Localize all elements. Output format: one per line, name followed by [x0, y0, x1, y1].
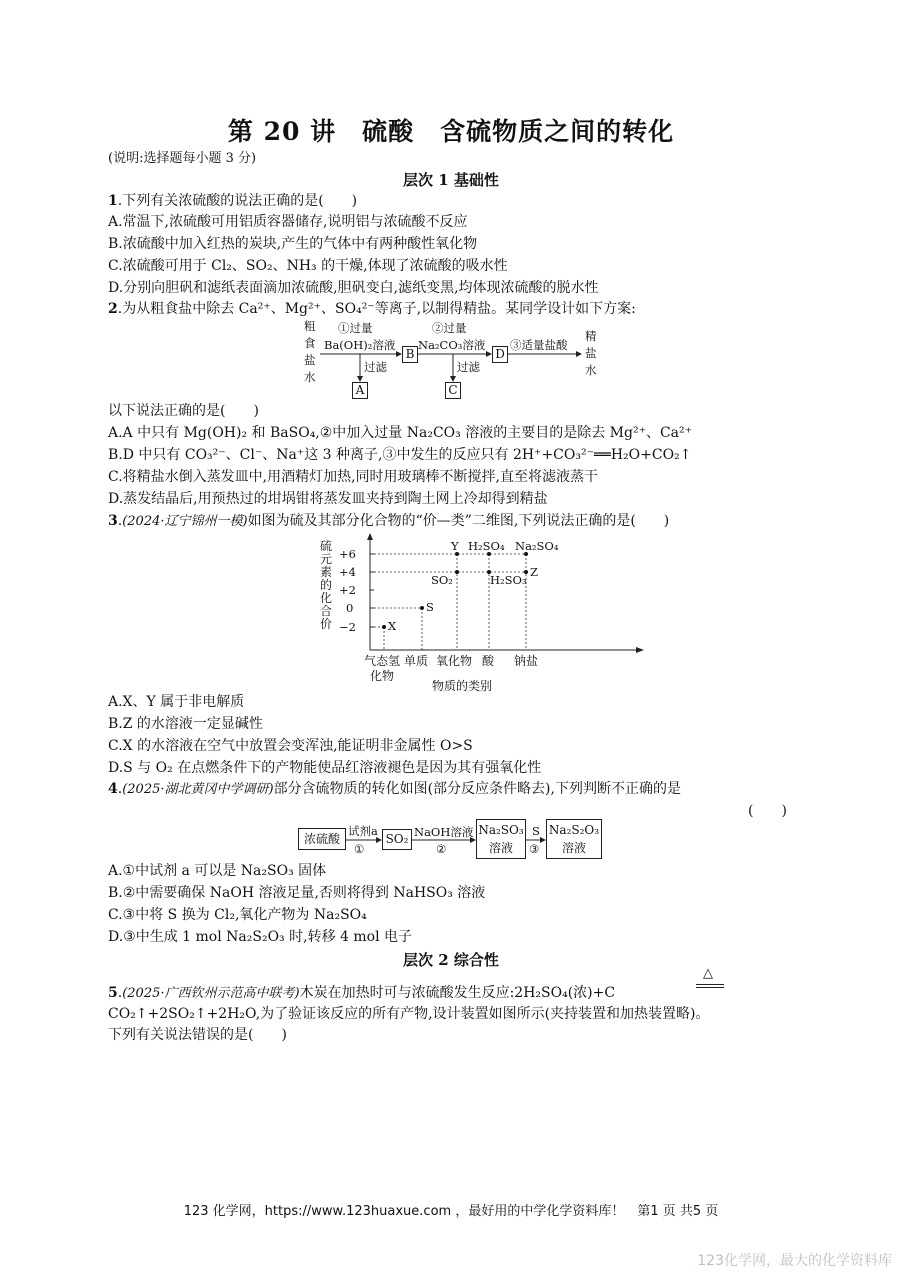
label-x: X: [388, 619, 397, 633]
q1-option-c: C.浓硫酸可用于 Cl₂、SO₂、NH₃ 的干燥,体现了浓硫酸的吸水性: [108, 258, 508, 274]
chart-ylabel: 硫元素的化合价: [320, 539, 333, 631]
point-s: [420, 606, 424, 610]
flow-step2-reagent: Na₂CO₃溶液: [418, 338, 486, 352]
flow-filter-1: 过滤: [364, 360, 387, 374]
q2-flow-diagram: [300, 318, 620, 400]
box-na2s2o3: Na₂S₂O₃ 溶液: [546, 819, 602, 859]
xcat-element: 单质: [404, 654, 429, 668]
flow-box-d: D: [492, 346, 508, 363]
label-h2so3: H₂SO₃: [490, 573, 527, 587]
q3-option-b: B.Z 的水溶液一定显碱性: [108, 716, 263, 732]
q4-bracket: ( ): [748, 803, 787, 819]
xcat-oxide: 氧化物: [436, 654, 473, 668]
flow-box-c: C: [445, 382, 461, 399]
ytick-m2: −2: [339, 620, 356, 634]
label-na2so4: Na₂SO₄: [515, 539, 559, 553]
q2-tail: 以下说法正确的是( ): [108, 403, 259, 419]
label-s: S: [426, 600, 434, 614]
q2-option-d: D.蒸发结晶后,用预热过的坩埚钳将蒸发皿夹持到陶土网上冷却得到精盐: [108, 491, 548, 507]
q4-option-c: C.③中将 S 换为 Cl₂,氧化产物为 Na₂SO₄: [108, 907, 367, 923]
label-so2: SO₂: [431, 573, 453, 587]
q3-option-c: C.X 的水溶液在空气中放置会变浑浊,能证明非金属性 O>S: [108, 738, 473, 754]
q3-option-d: D.S 与 O₂ 在点燃条件下的产物能使品红溶液褪色是因为其有强氧化性: [108, 760, 542, 776]
q5-line2: CO₂↑+2SO₂↑+2H₂O,为了验证该反应的所有产物,设计装置如图所示(夹持装置和加热装置略)。: [108, 1006, 710, 1022]
q5-stem: 5.(2025·广西钦州示范高中联考)木炭在加热时可与浓硫酸发生反应:2H₂SO₄(浓)+C: [108, 985, 616, 1001]
point-so2: [455, 570, 459, 574]
section-basic: 层次 1 基础性: [403, 171, 499, 189]
point-x: [382, 625, 386, 629]
flow-box-b: B: [402, 346, 418, 363]
q4-stem: 4.(2025·湖北黄冈中学调研)部分含硫物质的转化如图(部分反应条件略去),下列判断不正确的是: [108, 781, 681, 797]
xcat-hydride: 气态氢: [364, 654, 401, 668]
q4-option-b: B.②中需要确保 NaOH 溶液足量,否则将得到 NaHSO₃ 溶液: [108, 885, 486, 901]
chart-xlabel: 物质的类别: [432, 679, 493, 693]
step-2: ②: [436, 842, 447, 856]
label-y: Y: [451, 539, 459, 553]
q1-option-a: A.常温下,浓硫酸可用铝质容器储存,说明铝与浓硫酸不反应: [108, 214, 468, 230]
page-title: 第 20 讲 硫酸 含硫物质之间的转化: [227, 117, 675, 146]
q4-option-d: D.③中生成 1 mol Na₂S₂O₃ 时,转移 4 mol 电子: [108, 929, 413, 945]
ytick-p6: +6: [339, 547, 356, 561]
box-na2so3: Na₂SO₃ 溶液: [476, 819, 526, 859]
flow-end-label: 精 盐 水: [585, 329, 597, 377]
score-note: (说明:选择题每小题 3 分): [108, 151, 257, 166]
xcat-acid: 酸: [482, 654, 495, 668]
watermark: 123化学网，最大的化学资料库: [697, 1253, 892, 1269]
reagent-a: 试剂a: [348, 824, 378, 838]
q2-option-b: B.D 中只有 CO₃²⁻、Cl⁻、Na⁺这 3 种离子,③中发生的反应只有 2H⁺+CO₃²⁻══H₂O+CO₂↑: [108, 447, 692, 463]
section-comprehensive: 层次 2 综合性: [403, 951, 499, 969]
heating-equals-sign: [696, 966, 724, 996]
box-conc-h2so4: 浓硫酸: [298, 828, 346, 850]
xcat-hydride-2: 化物: [370, 669, 395, 683]
label-h2so4: H₂SO₄: [468, 539, 505, 553]
q4-option-a: A.①中试剂 a 可以是 Na₂SO₃ 固体: [108, 863, 327, 879]
page-footer: 123 化学网，https://www.123huaxue.com ，最好用的中学化学资料库！ 第1 页 共5 页: [183, 1204, 719, 1219]
label-z: Z: [530, 565, 538, 579]
flow-filter-2: 过滤: [457, 360, 480, 374]
q5-line3: 下列有关说法错误的是( ): [108, 1027, 287, 1043]
q1-option-d: D.分别向胆矾和滤纸表面滴加浓硫酸,胆矾变白,滤纸变黑,均体现浓硫酸的脱水性: [108, 280, 599, 296]
flow-box-a: A: [352, 382, 368, 399]
q3-option-a: A.X、Y 属于非电解质: [108, 694, 245, 710]
flow-step3: ③适量盐酸: [510, 338, 568, 352]
step-3: ③: [529, 842, 540, 856]
q2-option-a: A.A 中只有 Mg(OH)₂ 和 BaSO₄,②中加入过量 Na₂CO₃ 溶液的主要目的是除去 Mg²⁺、Ca²⁺: [108, 425, 693, 441]
flow-step2-top: ②过量: [432, 321, 467, 335]
step-1: ①: [354, 842, 365, 856]
q1-option-b: B.浓硫酸中加入红热的炭块,产生的气体中有两种酸性氧化物: [108, 236, 478, 252]
box-so2: SO₂: [382, 829, 412, 850]
flow-step1-reagent: Ba(OH)₂溶液: [324, 338, 396, 352]
ytick-p2: +2: [339, 583, 356, 597]
ytick-0: 0: [346, 601, 354, 615]
flow-step1-top: ①过量: [338, 321, 373, 335]
reagent-naoh: NaOH溶液: [414, 825, 474, 839]
q3-valence-chart: [318, 530, 653, 695]
q4-flow-diagram: [296, 818, 606, 862]
q2-option-c: C.将精盐水倒入蒸发皿中,用酒精灯加热,同时用玻璃棒不断搅拌,直至将滤液蒸干: [108, 469, 599, 485]
xcat-sodium-salt: 钠盐: [514, 654, 539, 668]
reagent-s: S: [532, 824, 540, 838]
q3-stem: 3.(2024·辽宁锦州一模)如图为硫及其部分化合物的“价—类”二维图,下列说法正确的是( ): [108, 513, 670, 529]
q2-stem: 2.为从粗食盐中除去 Ca²⁺、Mg²⁺、SO₄²⁻等离子,以制得精盐。某同学设计如下方案:: [108, 301, 636, 317]
flow-start-label: 粗 食 盐 水: [304, 319, 316, 384]
ytick-p4: +4: [339, 565, 356, 579]
chart-axes: [318, 530, 653, 695]
q1-stem: 1.下列有关浓硫酸的说法正确的是( ): [108, 193, 358, 209]
heat-triangle: △: [703, 966, 713, 981]
